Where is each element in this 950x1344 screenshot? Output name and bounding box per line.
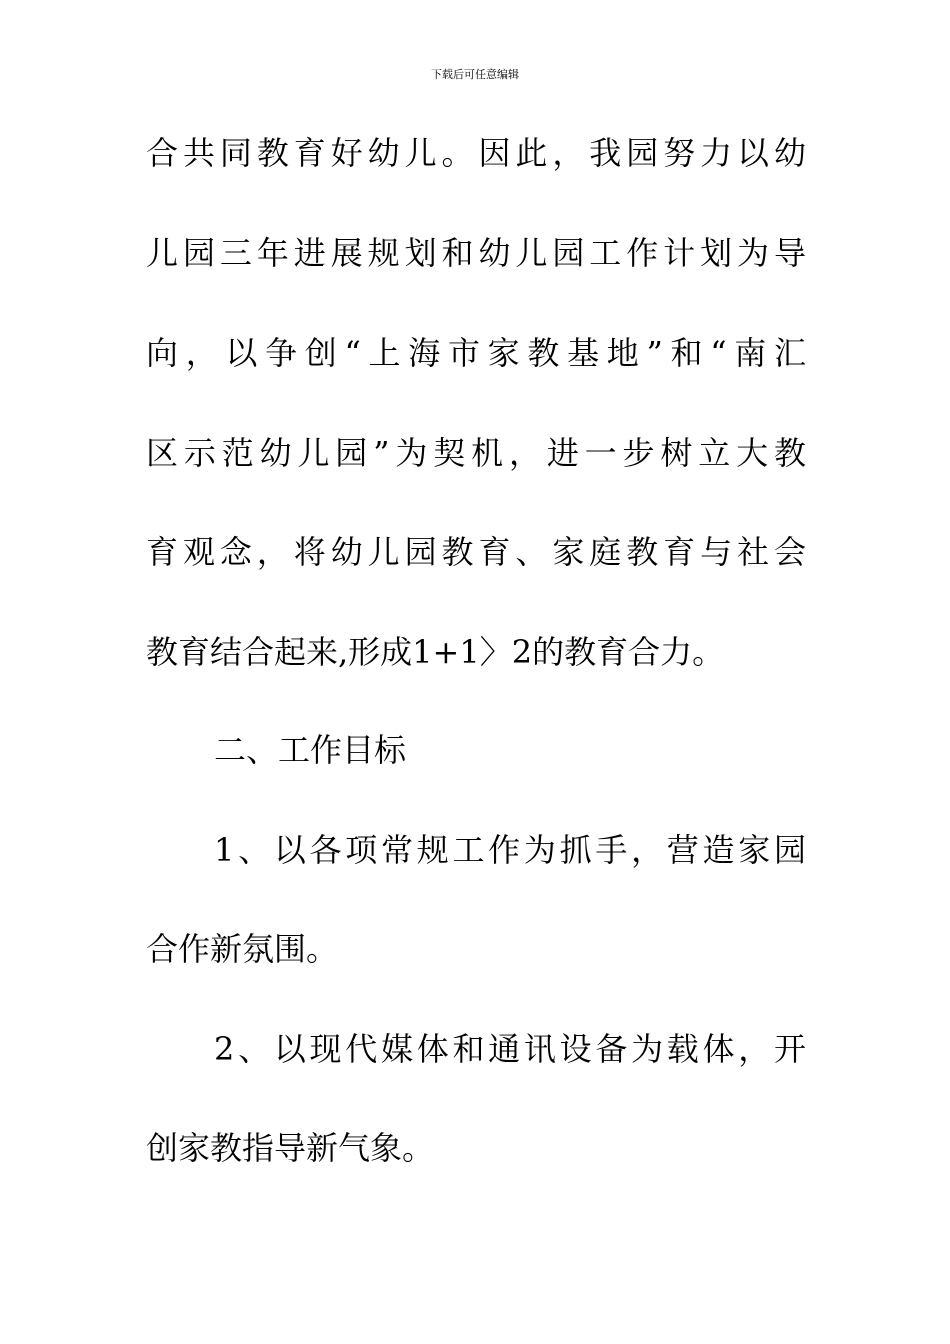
goal-item-1: 1、以各项常规工作为抓手，营造家园 <box>214 831 806 869</box>
page-header-note: 下载后可任意编辑 <box>431 68 519 81</box>
section-heading: 二、工作目标 <box>214 731 407 769</box>
paragraph-line: 区示范幼儿园”为契机，进一步树立大教 <box>146 434 806 472</box>
goal-item-2: 2、以现代媒体和通讯设备为载体，开 <box>214 1030 806 1068</box>
paragraph-line: 育观念，将幼儿园教育、家庭教育与社会 <box>146 533 806 571</box>
goal-item-2-continued: 创家教指导新气象。 <box>146 1129 435 1167</box>
paragraph-line: 儿园三年进展规划和幼儿园工作计划为导 <box>146 234 806 272</box>
paragraph-line: 教育结合起来,形成1+1〉2的教育合力。 <box>146 633 725 671</box>
paragraph-line: 向，以争创“上海市家教基地”和“南汇 <box>146 334 806 372</box>
goal-item-1-continued: 合作新氛围。 <box>146 930 339 968</box>
paragraph-line: 合共同教育好幼儿。因此，我园努力以幼 <box>146 134 806 172</box>
